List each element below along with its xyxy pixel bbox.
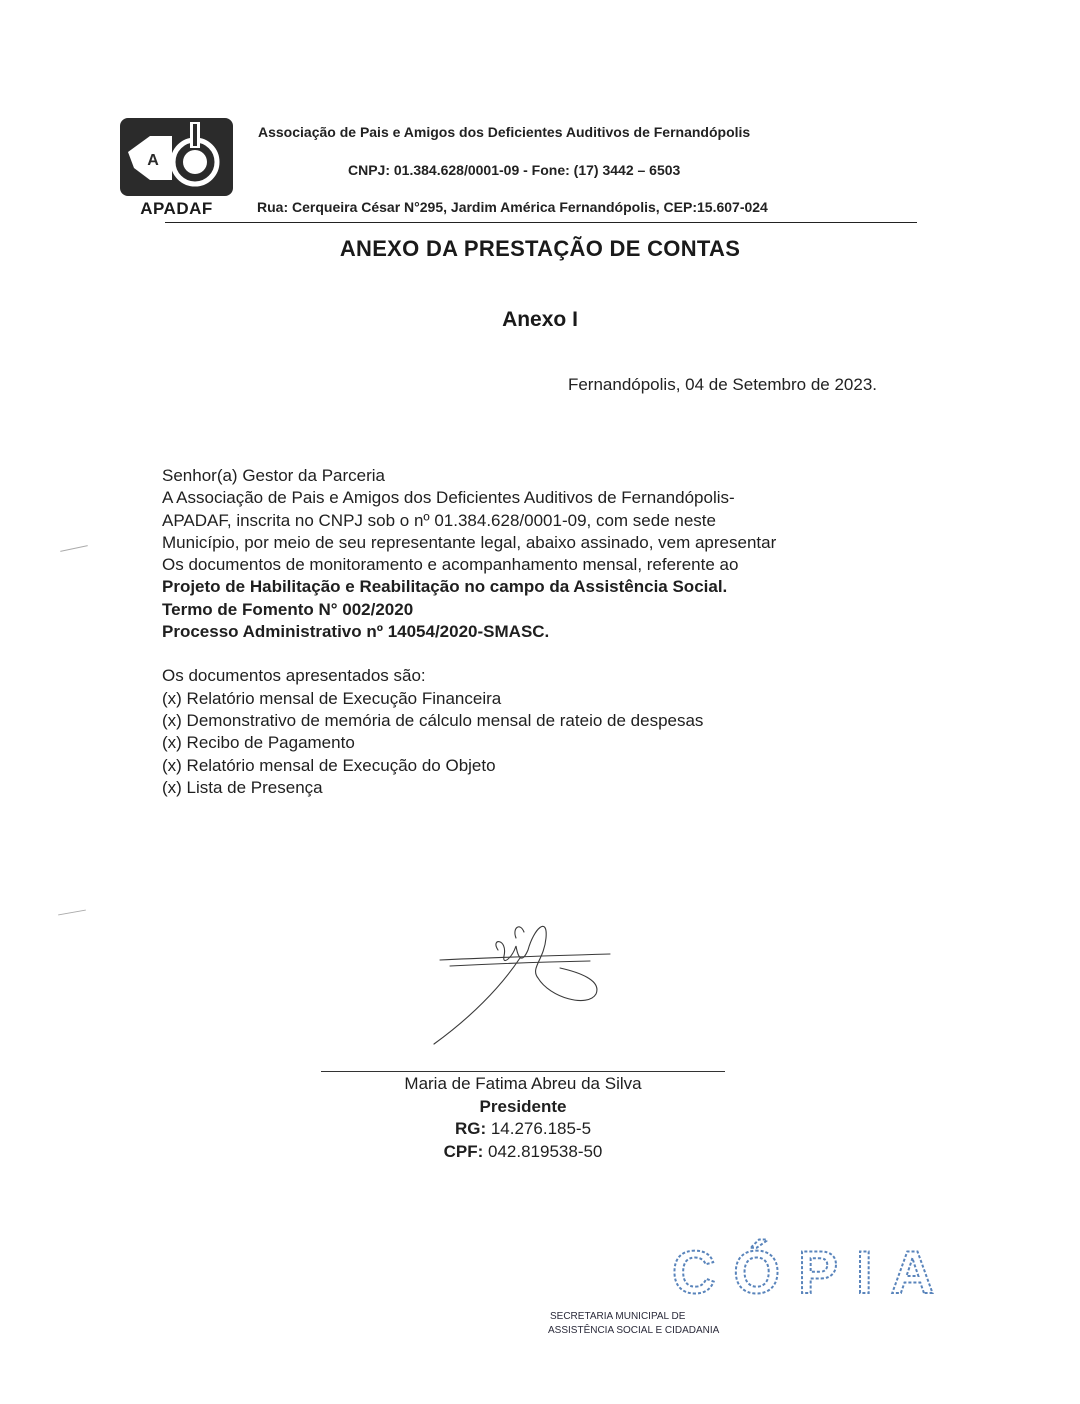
signer-name: Maria de Fatima Abreu da Silva (404, 1074, 642, 1093)
signature-block (321, 1073, 725, 1163)
signer-cpf (321, 1141, 725, 1164)
margin-mark (58, 910, 86, 916)
doc-list-item: (x) Demonstrativo de memória de cálculo mensal de rateio de despesas (162, 710, 704, 730)
paragraph-line: Município, por meio de seu representante legal, abaixo assinado, vem apresentar (162, 532, 777, 552)
handwritten-signature (420, 898, 620, 1048)
copia-stamp (672, 1235, 953, 1306)
margin-mark (60, 545, 88, 552)
stamp-line-2: ASSISTÊNCIA SOCIAL E CIDADANIA (548, 1325, 720, 1336)
signature-line (321, 1071, 725, 1072)
stamp-caption (548, 1310, 720, 1336)
date-line: Fernandópolis, 04 de Setembro de 2023. (567, 375, 877, 394)
cpf-label: CPF: (443, 1141, 484, 1161)
header-divider (165, 222, 917, 223)
logo-wordmark: APADAF (140, 199, 213, 218)
logo-letter: A (147, 152, 159, 169)
paragraph-line: APADAF, inscrita no CNPJ sob o nº 01.384.628/0001-09, com sede neste (162, 510, 716, 530)
paragraph-line: A Associação de Pais e Amigos dos Deficientes Auditivos de Fernandópolis- (162, 488, 735, 508)
docs-intro: Os documentos apresentados são: (162, 666, 426, 686)
header-org-name: Associação de Pais e Amigos dos Deficientes Auditivos de Fernandópolis (258, 124, 751, 140)
stamp-word: CÓPIA (672, 1239, 953, 1306)
term-number: Termo de Fomento N° 002/2020 (162, 599, 414, 619)
stamp-line-1: SECRETARIA MUNICIPAL DE (550, 1311, 686, 1322)
document-subtitle: Anexo I (502, 308, 578, 331)
document-title: ANEXO DA PRESTAÇÃO DE CONTAS (339, 236, 741, 261)
paragraph-line: Os documentos de monitoramento e acompanhamento mensal, referente ao (162, 555, 739, 575)
process-number: Processo Administrativo nº 14054/2020-SMASC. (162, 622, 550, 642)
doc-list-item: (x) Lista de Presença (162, 777, 323, 797)
doc-list-item: (x) Relatório mensal de Execução Financeira (162, 688, 502, 708)
header-address: Rua: Cerqueira César N°295, Jardim América Fernandópolis, CEP:15.607-024 (257, 199, 768, 215)
rg-value: 14.276.185-5 (490, 1119, 592, 1138)
doc-list-item: (x) Relatório mensal de Execução do Objeto (162, 755, 496, 775)
doc-list-item: (x) Recibo de Pagamento (162, 733, 355, 753)
letter-body (162, 465, 882, 799)
header-cnpj-phone: CNPJ: 01.384.628/0001-09 - Fone: (17) 3442 – 6503 (348, 162, 681, 178)
rg-label: RG: (454, 1119, 487, 1138)
signer-rg (321, 1118, 725, 1141)
project-name: Projeto de Habilitação e Reabilitação no campo da Assistência Social. (162, 577, 728, 597)
signer-role: Presidente (479, 1096, 567, 1116)
cpf-value: 042.819538-50 (488, 1141, 603, 1161)
salutation: Senhor(a) Gestor da Parceria (162, 466, 385, 485)
